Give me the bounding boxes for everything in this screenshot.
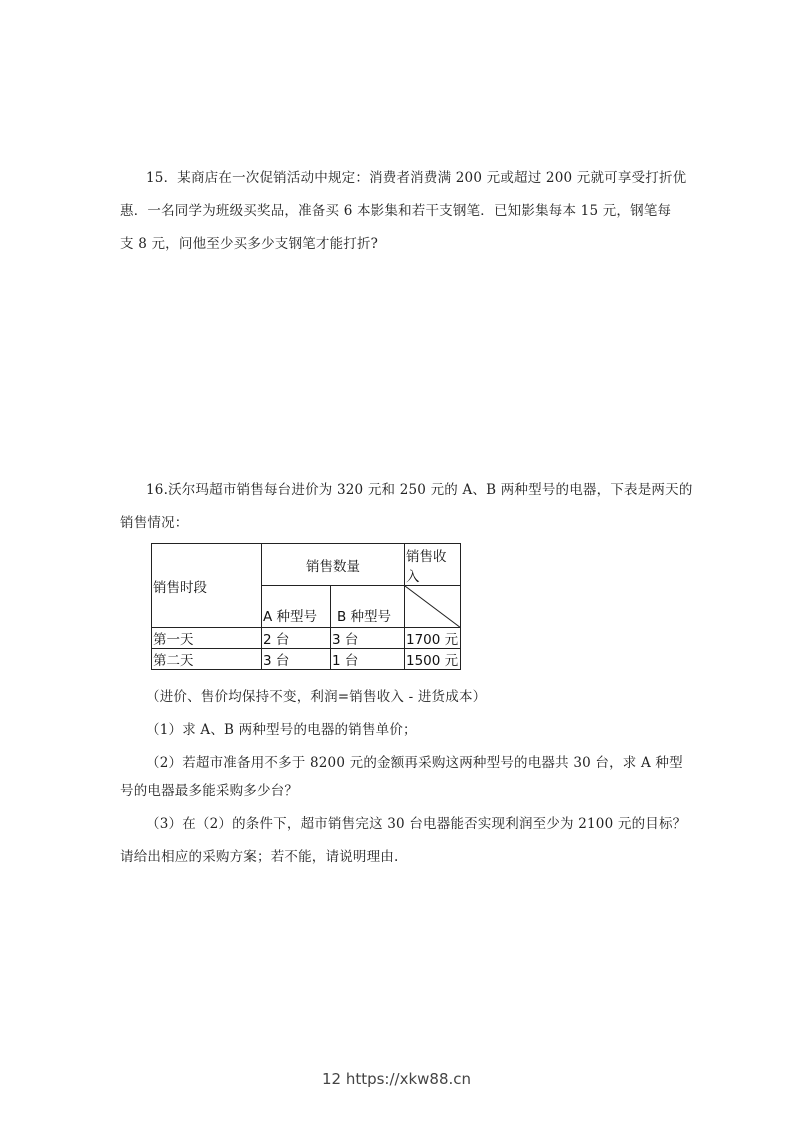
q16-part-3-line-1: （3）在（2）的条件下，超市销售完这 30 台电器能否实现利润至少为 2100 元的目标？ <box>146 816 687 832</box>
q15-line-2: 惠．一名同学为班级买奖品，准备买 6 本影集和若干支钢笔．已知影集每本 15 元，钢笔每 <box>120 203 672 219</box>
q16-intro-line-1: 16.沃尔玛超市销售每台进价为 320 元和 250 元的 A、B 两种型号的电器，下表是两天的 <box>146 482 693 498</box>
q16-part-2-line-2: 号的电器最多能采购多少台？ <box>120 783 299 799</box>
page-footer: 12 https://xkw88.cn <box>321 1070 472 1088</box>
row-period: 第二天 <box>152 649 262 670</box>
diagonal-cell <box>405 586 461 628</box>
row-b: 3 台 <box>331 628 405 649</box>
sales-table <box>151 543 461 670</box>
header-income: 销售收入 <box>405 544 461 586</box>
header-period: 销售时段 <box>152 544 262 628</box>
row-period: 第一天 <box>152 628 262 649</box>
subheader-a: A 种型号 <box>262 586 331 628</box>
q16-part-1: （1）求 A、B 两种型号的电器的销售单价； <box>146 722 417 738</box>
table-row <box>152 649 461 670</box>
q16-part-2-line-1: （2）若超市准备用不多于 8200 元的金额再采购这两种型号的电器共 30 台，求 A 种型 <box>146 755 683 771</box>
row-a: 3 台 <box>262 649 331 670</box>
row-income: 1500 元 <box>405 649 461 670</box>
header-quantity: 销售数量 <box>262 544 405 586</box>
q16-intro-line-2: 销售情况： <box>120 515 189 531</box>
row-a: 2 台 <box>262 628 331 649</box>
row-income: 1700 元 <box>405 628 461 649</box>
table-row <box>152 628 461 649</box>
diagonal-line-icon <box>405 586 461 628</box>
q15-line-1: 15．某商店在一次促销活动中规定：消费者消费满 200 元或超过 200 元就可享受打折优 <box>146 170 687 186</box>
q16-note: （进价、售价均保持不变，利润=销售收入 - 进货成本） <box>146 689 487 705</box>
q15-line-3: 支 8 元，问他至少买多少支钢笔才能打折? <box>120 236 379 252</box>
q16-part-3-line-2: 请给出相应的采购方案；若不能，请说明理由. <box>120 849 399 865</box>
row-b: 1 台 <box>331 649 405 670</box>
subheader-b: B 种型号 <box>331 586 405 628</box>
